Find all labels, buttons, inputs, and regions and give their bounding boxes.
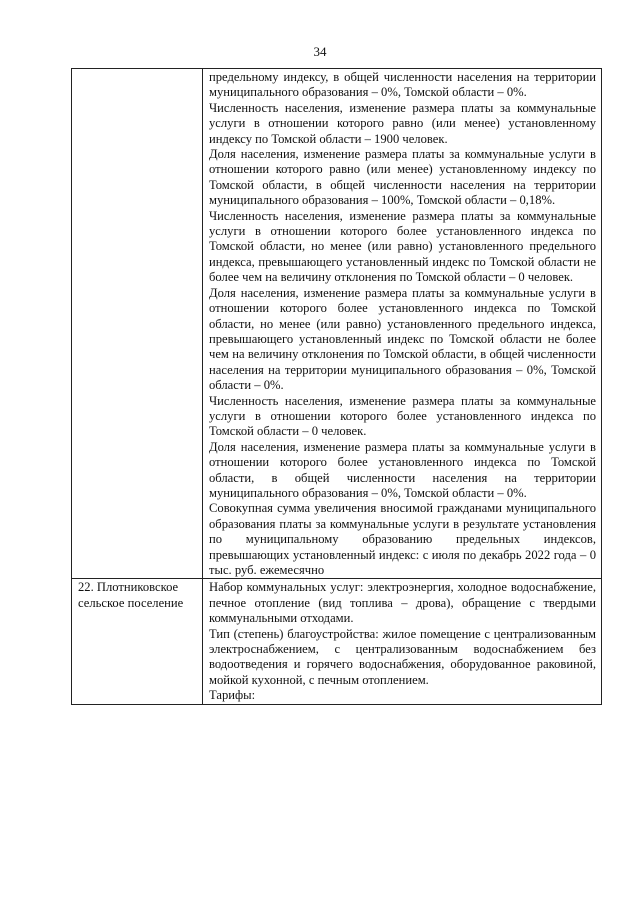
paragraph: Численность населения, изменение размера платы за коммунальные услуги в отношении которого более установленного индекса по Томской области – 0 человек. xyxy=(209,393,596,439)
municipality-cell xyxy=(72,69,203,579)
paragraph: Доля населения, изменение размера платы за коммунальные услуги в отношении которого равно (или менее) установленному индексу по Томской области, в общей численности населения на территории муниципального образования – 100%, Томской области – 0,18%. xyxy=(209,147,596,208)
paragraph: Численность населения, изменение размера платы за коммунальные услуги в отношении которого равно (или менее) установленному индексу по Томской области – 1900 человек. xyxy=(209,100,596,146)
page-number: 34 xyxy=(313,44,327,59)
paragraph: Совокупная сумма увеличения вносимой гражданами муниципального образования платы за коммунальные услуги в результате установления по муниципальному образованию предельных индексов, превышающих установленный индекс: с июля по декабрь 2022 года – 0 тыс. руб. ежемесячно xyxy=(209,501,596,577)
paragraph: предельному индексу, в общей численности населения на территории муниципального образования – 0%, Томской области – 0%. xyxy=(209,70,596,100)
paragraph: Доля населения, изменение размера платы за коммунальные услуги в отношении которого более установленного индекса по Томской области, но менее (или равно) установленного предельного индекса, превышающего установленный индекс по Томской области не более чем на величину отклонения по Томской области, в общей численности населения на территории муниципального образования – 0%, Томской области – 0%. xyxy=(209,285,596,393)
paragraph: Тарифы: xyxy=(209,688,256,703)
paragraph: Набор коммунальных услуг: электроэнергия, холодное водоснабжение, печное отопление (вид топлива – дрова), обращение с твердыми коммунальными отходами. xyxy=(209,580,596,626)
paragraph: Доля населения, изменение размера платы за коммунальные услуги в отношении которого более установленного индекса по Томской области, в общей численности населения на территории муниципального образования – 0%, Томской области – 0%. xyxy=(209,439,596,500)
municipality-cell: 22. Плотниковское сельское поселение xyxy=(72,579,203,704)
paragraph: Тип (степень) благоустройства: жилое помещение с централизованным электроснабжением, с централизованным водоснабжением без водоотведения и горячего водоснабжения, оборудованное раковиной, мойкой кухонной, с печным отоплением. xyxy=(209,626,596,687)
table-row xyxy=(72,69,602,579)
paragraph: Численность населения, изменение размера платы за коммунальные услуги в отношении которого более установленного индекса по Томской области, но менее (или равно) установленного предельного индекса, превышающего установленный индекс по Томской области не более чем на величину отклонения по Томской области – 0 человек. xyxy=(209,208,596,285)
table-row xyxy=(72,579,602,704)
municipal-table xyxy=(71,68,602,705)
description-cell xyxy=(203,69,602,579)
description-cell xyxy=(203,579,602,704)
